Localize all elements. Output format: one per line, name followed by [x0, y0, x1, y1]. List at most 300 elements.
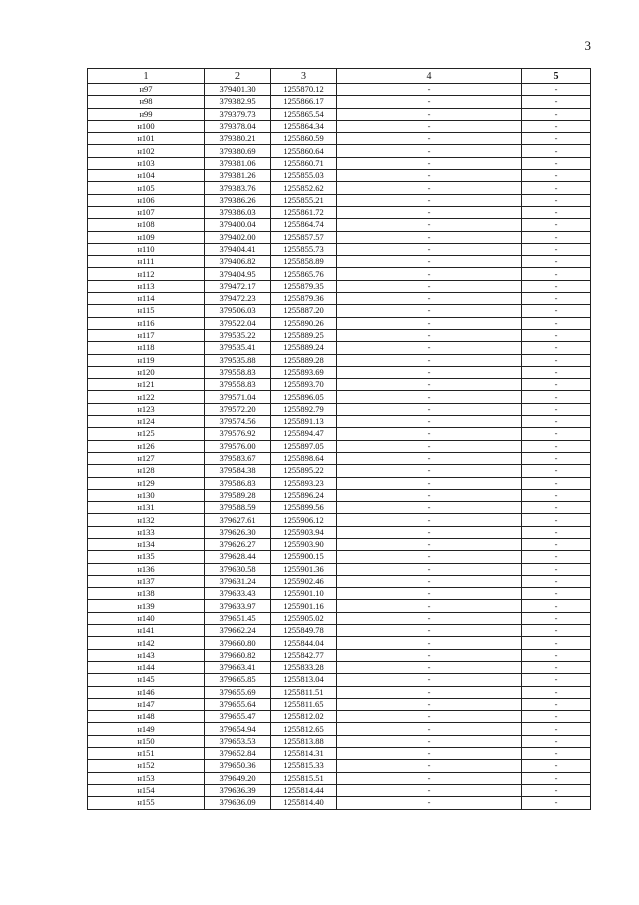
table-cell-col4: -	[337, 748, 522, 760]
table-cell-col3: 1255906.12	[271, 514, 337, 526]
table-row	[88, 243, 591, 255]
table-cell-col5: -	[522, 342, 591, 354]
table-cell-col1: н114	[88, 293, 205, 305]
table-cell-col1: н121	[88, 379, 205, 391]
table-cell-col1: н101	[88, 133, 205, 145]
table-cell-col4: -	[337, 698, 522, 710]
table-cell-col5: -	[522, 711, 591, 723]
table-cell-col3: 1255889.24	[271, 342, 337, 354]
table-row	[88, 563, 591, 575]
table-cell-col3: 1255892.79	[271, 403, 337, 415]
table-cell-col5: -	[522, 157, 591, 169]
table-cell-col4: -	[337, 674, 522, 686]
table-cell-col5: -	[522, 526, 591, 538]
table-cell-col5: -	[522, 748, 591, 760]
table-cell-col4: -	[337, 354, 522, 366]
table-row	[88, 428, 591, 440]
table-cell-col1: н126	[88, 440, 205, 452]
table-cell-col5: -	[522, 723, 591, 735]
table-cell-col5: -	[522, 416, 591, 428]
table-cell-col3: 1255898.64	[271, 452, 337, 464]
table-cell-col1: н97	[88, 84, 205, 96]
table-cell-col5: -	[522, 538, 591, 550]
table-row	[88, 625, 591, 637]
table-cell-col5: -	[522, 772, 591, 784]
table-cell-col5: -	[522, 698, 591, 710]
table-row	[88, 489, 591, 501]
table-cell-col2: 379571.04	[205, 391, 271, 403]
table-cell-col1: н131	[88, 502, 205, 514]
table-cell-col5: -	[522, 477, 591, 489]
table-row	[88, 452, 591, 464]
table-cell-col1: н120	[88, 366, 205, 378]
table-cell-col2: 379382.95	[205, 96, 271, 108]
table-cell-col4: -	[337, 428, 522, 440]
table-cell-col2: 379574.56	[205, 416, 271, 428]
table-row	[88, 329, 591, 341]
coordinates-table	[87, 68, 591, 810]
table-row	[88, 317, 591, 329]
table-row	[88, 698, 591, 710]
table-cell-col5: -	[522, 243, 591, 255]
table-cell-col3: 1255901.16	[271, 600, 337, 612]
table-cell-col4: -	[337, 84, 522, 96]
table-cell-col4: -	[337, 391, 522, 403]
table-cell-col1: н111	[88, 256, 205, 268]
table-cell-col4: -	[337, 342, 522, 354]
table-cell-col1: н122	[88, 391, 205, 403]
table-row	[88, 612, 591, 624]
table-cell-col2: 379654.94	[205, 723, 271, 735]
table-cell-col3: 1255894.47	[271, 428, 337, 440]
table-cell-col3: 1255887.20	[271, 305, 337, 317]
table-cell-col1: н151	[88, 748, 205, 760]
table-row	[88, 194, 591, 206]
table-row	[88, 526, 591, 538]
table-cell-col1: н141	[88, 625, 205, 637]
table-cell-col5: -	[522, 575, 591, 587]
table-cell-col1: н146	[88, 686, 205, 698]
table-cell-col4: -	[337, 268, 522, 280]
table-cell-col4: -	[337, 256, 522, 268]
table-row	[88, 711, 591, 723]
table-cell-col2: 379655.47	[205, 711, 271, 723]
table-cell-col2: 379583.67	[205, 452, 271, 464]
table-cell-col3: 1255903.90	[271, 538, 337, 550]
table-cell-col1: н100	[88, 120, 205, 132]
table-cell-col2: 379558.83	[205, 366, 271, 378]
column-header-1: 1	[88, 69, 205, 84]
table-row	[88, 465, 591, 477]
table-cell-col4: -	[337, 686, 522, 698]
table-row	[88, 760, 591, 772]
table-cell-col5: -	[522, 108, 591, 120]
table-cell-col4: -	[337, 637, 522, 649]
table-cell-col1: н152	[88, 760, 205, 772]
table-cell-col3: 1255902.46	[271, 575, 337, 587]
table-cell-col1: н145	[88, 674, 205, 686]
table-cell-col4: -	[337, 575, 522, 587]
table-row	[88, 440, 591, 452]
table-cell-col4: -	[337, 206, 522, 218]
table-cell-col4: -	[337, 194, 522, 206]
table-cell-col2: 379572.20	[205, 403, 271, 415]
table-row	[88, 649, 591, 661]
table-cell-col5: -	[522, 649, 591, 661]
table-cell-col2: 379386.03	[205, 206, 271, 218]
table-cell-col5: -	[522, 231, 591, 243]
table-row	[88, 120, 591, 132]
table-cell-col4: -	[337, 280, 522, 292]
table-cell-col4: -	[337, 600, 522, 612]
table-cell-col5: -	[522, 354, 591, 366]
table-cell-col4: -	[337, 317, 522, 329]
table-cell-col1: н142	[88, 637, 205, 649]
table-cell-col3: 1255852.62	[271, 182, 337, 194]
table-cell-col3: 1255870.12	[271, 84, 337, 96]
table-cell-col2: 379380.69	[205, 145, 271, 157]
table-cell-col3: 1255814.40	[271, 797, 337, 809]
column-header-3: 3	[271, 69, 337, 84]
table-cell-col5: -	[522, 428, 591, 440]
table-cell-col3: 1255860.71	[271, 157, 337, 169]
table-row	[88, 108, 591, 120]
table-cell-col5: -	[522, 120, 591, 132]
table-cell-col4: -	[337, 182, 522, 194]
table-cell-col2: 379626.30	[205, 526, 271, 538]
table-cell-col2: 379402.00	[205, 231, 271, 243]
table-cell-col4: -	[337, 219, 522, 231]
table-cell-col4: -	[337, 477, 522, 489]
table-cell-col2: 379386.26	[205, 194, 271, 206]
table-cell-col4: -	[337, 514, 522, 526]
table-header-row	[88, 69, 591, 84]
table-row	[88, 268, 591, 280]
table-row	[88, 403, 591, 415]
table-cell-col1: н106	[88, 194, 205, 206]
table-cell-col4: -	[337, 551, 522, 563]
table-cell-col2: 379627.61	[205, 514, 271, 526]
table-cell-col3: 1255879.35	[271, 280, 337, 292]
table-row	[88, 219, 591, 231]
table-cell-col4: -	[337, 157, 522, 169]
table-cell-col1: н109	[88, 231, 205, 243]
table-cell-col4: -	[337, 305, 522, 317]
table-cell-col2: 379653.53	[205, 735, 271, 747]
table-cell-col1: н138	[88, 588, 205, 600]
table-cell-col1: н98	[88, 96, 205, 108]
table-cell-col5: -	[522, 194, 591, 206]
table-cell-col3: 1255889.25	[271, 329, 337, 341]
table-cell-col2: 379636.39	[205, 784, 271, 796]
table-cell-col2: 379662.24	[205, 625, 271, 637]
table-cell-col5: -	[522, 600, 591, 612]
column-header-4: 4	[337, 69, 522, 84]
table-cell-col2: 379535.88	[205, 354, 271, 366]
table-cell-col3: 1255865.76	[271, 268, 337, 280]
table-cell-col2: 379535.41	[205, 342, 271, 354]
table-cell-col3: 1255814.44	[271, 784, 337, 796]
table-cell-col5: -	[522, 674, 591, 686]
table-cell-col1: н108	[88, 219, 205, 231]
table-row	[88, 366, 591, 378]
table-cell-col4: -	[337, 403, 522, 415]
table-cell-col3: 1255897.05	[271, 440, 337, 452]
table-row	[88, 256, 591, 268]
table-cell-col2: 379522.04	[205, 317, 271, 329]
table-cell-col3: 1255858.89	[271, 256, 337, 268]
table-row	[88, 502, 591, 514]
table-cell-col3: 1255879.36	[271, 293, 337, 305]
table-cell-col3: 1255893.69	[271, 366, 337, 378]
column-header-2: 2	[205, 69, 271, 84]
table-cell-col4: -	[337, 772, 522, 784]
table-cell-col2: 379663.41	[205, 661, 271, 673]
table-cell-col3: 1255811.51	[271, 686, 337, 698]
table-cell-col5: -	[522, 379, 591, 391]
column-header-5: 5	[522, 69, 591, 84]
table-cell-col4: -	[337, 145, 522, 157]
table-cell-col2: 379401.30	[205, 84, 271, 96]
table-cell-col1: н125	[88, 428, 205, 440]
table-row	[88, 391, 591, 403]
table-cell-col5: -	[522, 305, 591, 317]
table-cell-col3: 1255813.88	[271, 735, 337, 747]
table-cell-col1: н128	[88, 465, 205, 477]
table-cell-col1: н112	[88, 268, 205, 280]
table-cell-col2: 379380.21	[205, 133, 271, 145]
table-cell-col4: -	[337, 563, 522, 575]
table-cell-col2: 379576.92	[205, 428, 271, 440]
table-row	[88, 575, 591, 587]
table-cell-col1: н117	[88, 329, 205, 341]
table-cell-col3: 1255860.59	[271, 133, 337, 145]
table-cell-col1: н155	[88, 797, 205, 809]
table-cell-col3: 1255901.10	[271, 588, 337, 600]
table-cell-col3: 1255864.34	[271, 120, 337, 132]
table-cell-col5: -	[522, 686, 591, 698]
table-cell-col1: н140	[88, 612, 205, 624]
table-cell-col1: н144	[88, 661, 205, 673]
table-cell-col5: -	[522, 268, 591, 280]
table-cell-col3: 1255895.22	[271, 465, 337, 477]
table-cell-col2: 379506.03	[205, 305, 271, 317]
table-row	[88, 784, 591, 796]
table-cell-col2: 379404.95	[205, 268, 271, 280]
table-cell-col5: -	[522, 133, 591, 145]
table-cell-col3: 1255857.57	[271, 231, 337, 243]
page-number: 3	[584, 38, 591, 53]
table-cell-col1: н110	[88, 243, 205, 255]
table-cell-col2: 379378.04	[205, 120, 271, 132]
table-cell-col4: -	[337, 231, 522, 243]
table-cell-col4: -	[337, 120, 522, 132]
table-cell-col4: -	[337, 538, 522, 550]
table-cell-col3: 1255896.24	[271, 489, 337, 501]
table-cell-col5: -	[522, 502, 591, 514]
table-cell-col2: 379650.36	[205, 760, 271, 772]
table-cell-col3: 1255842.77	[271, 649, 337, 661]
table-cell-col4: -	[337, 661, 522, 673]
table-cell-col2: 379665.85	[205, 674, 271, 686]
table-cell-col4: -	[337, 416, 522, 428]
table-cell-col5: -	[522, 219, 591, 231]
table-row	[88, 661, 591, 673]
table-cell-col3: 1255844.04	[271, 637, 337, 649]
table-cell-col5: -	[522, 661, 591, 673]
table-cell-col3: 1255849.78	[271, 625, 337, 637]
table-cell-col4: -	[337, 649, 522, 661]
table-cell-col4: -	[337, 723, 522, 735]
table-row	[88, 182, 591, 194]
table-cell-col5: -	[522, 784, 591, 796]
table-cell-col2: 379652.84	[205, 748, 271, 760]
table-cell-col1: н129	[88, 477, 205, 489]
table-row	[88, 551, 591, 563]
table-cell-col2: 379633.43	[205, 588, 271, 600]
table-cell-col5: -	[522, 96, 591, 108]
table-row	[88, 354, 591, 366]
table-cell-col2: 379631.24	[205, 575, 271, 587]
table-cell-col5: -	[522, 329, 591, 341]
table-cell-col2: 379649.20	[205, 772, 271, 784]
table-cell-col4: -	[337, 293, 522, 305]
table-cell-col2: 379589.28	[205, 489, 271, 501]
table-cell-col5: -	[522, 391, 591, 403]
table-cell-col1: н124	[88, 416, 205, 428]
table-cell-col3: 1255889.28	[271, 354, 337, 366]
table-cell-col3: 1255891.13	[271, 416, 337, 428]
table-cell-col1: н136	[88, 563, 205, 575]
table-cell-col3: 1255903.94	[271, 526, 337, 538]
table-cell-col3: 1255811.65	[271, 698, 337, 710]
table-cell-col5: -	[522, 256, 591, 268]
table-cell-col4: -	[337, 366, 522, 378]
table-cell-col5: -	[522, 452, 591, 464]
table-cell-col3: 1255900.15	[271, 551, 337, 563]
table-cell-col2: 379379.73	[205, 108, 271, 120]
table-cell-col1: н127	[88, 452, 205, 464]
table-cell-col2: 379660.80	[205, 637, 271, 649]
table-cell-col3: 1255890.26	[271, 317, 337, 329]
table-cell-col3: 1255855.03	[271, 170, 337, 182]
table-cell-col4: -	[337, 170, 522, 182]
table-cell-col1: н118	[88, 342, 205, 354]
table-cell-col5: -	[522, 440, 591, 452]
table-cell-col1: н147	[88, 698, 205, 710]
table-row	[88, 637, 591, 649]
table-cell-col2: 379472.17	[205, 280, 271, 292]
table-cell-col2: 379655.64	[205, 698, 271, 710]
table-cell-col5: -	[522, 563, 591, 575]
table-row	[88, 133, 591, 145]
table-cell-col4: -	[337, 489, 522, 501]
table-cell-col4: -	[337, 735, 522, 747]
table-cell-col4: -	[337, 440, 522, 452]
table-cell-col1: н104	[88, 170, 205, 182]
table-cell-col5: -	[522, 465, 591, 477]
table-cell-col3: 1255815.33	[271, 760, 337, 772]
table-cell-col3: 1255899.56	[271, 502, 337, 514]
table-cell-col1: н153	[88, 772, 205, 784]
table-cell-col4: -	[337, 452, 522, 464]
table-cell-col5: -	[522, 760, 591, 772]
table-cell-col4: -	[337, 108, 522, 120]
table-row	[88, 231, 591, 243]
table-cell-col1: н133	[88, 526, 205, 538]
table-cell-col4: -	[337, 588, 522, 600]
table-cell-col4: -	[337, 625, 522, 637]
table-row	[88, 379, 591, 391]
table-cell-col1: н135	[88, 551, 205, 563]
table-cell-col2: 379383.76	[205, 182, 271, 194]
table-cell-col4: -	[337, 329, 522, 341]
table-cell-col2: 379633.97	[205, 600, 271, 612]
table-cell-col3: 1255814.31	[271, 748, 337, 760]
table-cell-col3: 1255860.64	[271, 145, 337, 157]
table-row	[88, 477, 591, 489]
table-cell-col3: 1255815.51	[271, 772, 337, 784]
table-cell-col1: н107	[88, 206, 205, 218]
table-cell-col2: 379630.58	[205, 563, 271, 575]
table-row	[88, 538, 591, 550]
table-cell-col2: 379586.83	[205, 477, 271, 489]
table-body	[88, 84, 591, 810]
table-cell-col5: -	[522, 551, 591, 563]
table-cell-col1: н102	[88, 145, 205, 157]
table-cell-col2: 379636.09	[205, 797, 271, 809]
table-cell-col2: 379584.38	[205, 465, 271, 477]
table-cell-col1: н103	[88, 157, 205, 169]
table-cell-col3: 1255855.21	[271, 194, 337, 206]
table-cell-col2: 379535.22	[205, 329, 271, 341]
table-cell-col4: -	[337, 711, 522, 723]
table-cell-col4: -	[337, 133, 522, 145]
table-cell-col5: -	[522, 293, 591, 305]
table-cell-col5: -	[522, 489, 591, 501]
table-cell-col3: 1255893.70	[271, 379, 337, 391]
table-cell-col1: н132	[88, 514, 205, 526]
table-cell-col2: 379406.82	[205, 256, 271, 268]
table-cell-col3: 1255864.74	[271, 219, 337, 231]
table-cell-col2: 379381.26	[205, 170, 271, 182]
table-cell-col1: н149	[88, 723, 205, 735]
table-row	[88, 600, 591, 612]
table-cell-col1: н150	[88, 735, 205, 747]
table-cell-col2: 379381.06	[205, 157, 271, 169]
table-row	[88, 674, 591, 686]
table-row	[88, 416, 591, 428]
table-cell-col5: -	[522, 637, 591, 649]
table-cell-col3: 1255861.72	[271, 206, 337, 218]
table-cell-col1: н130	[88, 489, 205, 501]
table-cell-col5: -	[522, 206, 591, 218]
table-cell-col5: -	[522, 403, 591, 415]
table-cell-col2: 379588.59	[205, 502, 271, 514]
table-row	[88, 84, 591, 96]
table-cell-col4: -	[337, 784, 522, 796]
table-row	[88, 748, 591, 760]
table-cell-col1: н143	[88, 649, 205, 661]
table-cell-col1: н134	[88, 538, 205, 550]
table-cell-col2: 379628.44	[205, 551, 271, 563]
table-cell-col2: 379404.41	[205, 243, 271, 255]
table-cell-col5: -	[522, 366, 591, 378]
table-cell-col4: -	[337, 465, 522, 477]
table-row	[88, 588, 591, 600]
table-cell-col2: 379472.23	[205, 293, 271, 305]
table-cell-col5: -	[522, 588, 591, 600]
